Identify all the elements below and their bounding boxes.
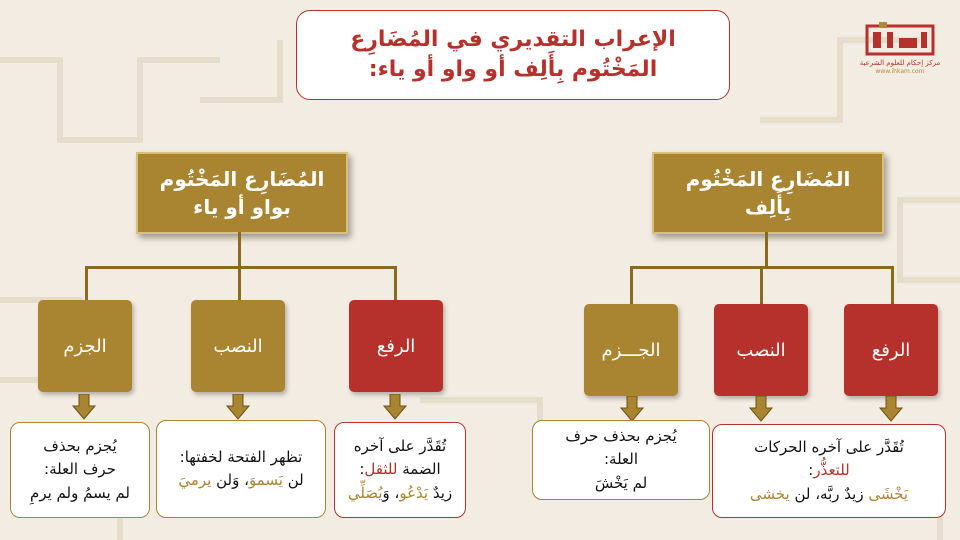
detail-text: لن [282, 471, 304, 489]
connector-line [238, 266, 241, 302]
cat-label: النصب [213, 335, 263, 357]
down-arrow-icon [72, 394, 96, 420]
highlight-text: للتعذُّر [813, 461, 850, 480]
right-raf-detail [712, 424, 946, 518]
left-raf-detail [334, 422, 466, 518]
connector-line [760, 266, 763, 306]
detail-line: يُجزم بحذف [43, 437, 117, 456]
connector-line [238, 232, 241, 268]
connector-line [85, 266, 88, 302]
detail-line [750, 483, 908, 506]
detail-text: ، وَ [382, 483, 400, 502]
detail-text: : [359, 460, 365, 479]
left-group-title-2: بواو أو ياء [193, 195, 291, 219]
detail-line: العلة: [603, 450, 639, 469]
detail-line: يُجزم بحذف حرف [565, 427, 677, 446]
detail-text: : [808, 461, 814, 480]
left-cat-raf [349, 300, 443, 392]
down-arrow-icon [620, 396, 644, 422]
down-arrow-icon [749, 396, 773, 422]
logo-mark-icon [865, 22, 935, 56]
logo [860, 22, 940, 92]
highlight-text: يَدْعُو [399, 483, 429, 502]
highlight-text: يرميَ [178, 471, 212, 489]
down-arrow-icon [226, 394, 250, 420]
detail-line: لم يسمُ ولم يرمِ [30, 483, 130, 502]
cat-label: الجـــزم [601, 339, 661, 361]
detail-text: زيدٌ ربَّه، لن [789, 484, 869, 503]
detail-text: زيدٌ [428, 483, 453, 502]
down-arrow-icon [383, 394, 407, 420]
connector-line [85, 266, 397, 269]
cat-label: الرفع [376, 335, 416, 357]
detail-line [808, 459, 849, 482]
down-arrow-icon [879, 396, 903, 422]
cat-label: الرفع [871, 339, 911, 361]
highlight-text: يَسموَ [248, 471, 283, 489]
title-box [296, 10, 730, 100]
detail-line [178, 469, 303, 492]
connector-line [765, 232, 768, 268]
connector-line [630, 266, 633, 306]
connector-line [394, 266, 397, 302]
right-cat-nasb [714, 304, 808, 396]
detail-line: حرف العلة: [44, 460, 116, 479]
title-line-1: الإعراب التقديري في المُضَارِع [350, 27, 676, 53]
right-cat-jazm [584, 304, 678, 396]
cat-label: النصب [736, 339, 786, 361]
left-nasb-detail [156, 420, 326, 518]
logo-url: www.ihkam.com [875, 68, 925, 75]
right-group-title-1: المُضَارِع المَخْتُوم [685, 167, 851, 191]
highlight-text: يخشى [749, 484, 790, 503]
left-group-title-1: المُضَارِع المَخْتُوم [159, 167, 325, 191]
left-jazm-detail [10, 422, 150, 518]
highlight-text: يَخْشَى [868, 484, 909, 503]
detail-line: تُقَدَّر على آخره الحركات [754, 438, 904, 457]
right-group-title-2: بِأَلِف [744, 195, 792, 219]
connector-line [891, 266, 894, 306]
detail-line: تُقَدَّر على آخره [353, 437, 447, 456]
detail-line: تظهر الفتحة لخفتها: [179, 447, 303, 466]
right-jazm-detail [532, 420, 710, 500]
detail-line [348, 482, 452, 505]
detail-text: الضمة [397, 460, 441, 479]
detail-line: لم يَخْشَ [594, 473, 648, 492]
left-cat-nasb [191, 300, 285, 392]
left-group-header [136, 152, 348, 234]
logo-subtitle: مركز إحكام للعلوم الشرعية [859, 59, 941, 67]
detail-text: ، وَلن [211, 471, 249, 489]
right-cat-raf [844, 304, 938, 396]
right-group-header [652, 152, 884, 234]
highlight-text: للثقل [364, 460, 398, 479]
left-cat-jazm [38, 300, 132, 392]
highlight-text: يُصَلِّي [347, 483, 383, 502]
detail-line [359, 458, 440, 481]
cat-label: الجزم [63, 335, 107, 357]
title-line-2: المَخْتُوم بِأَلِف أو واو أو ياء: [368, 57, 658, 82]
